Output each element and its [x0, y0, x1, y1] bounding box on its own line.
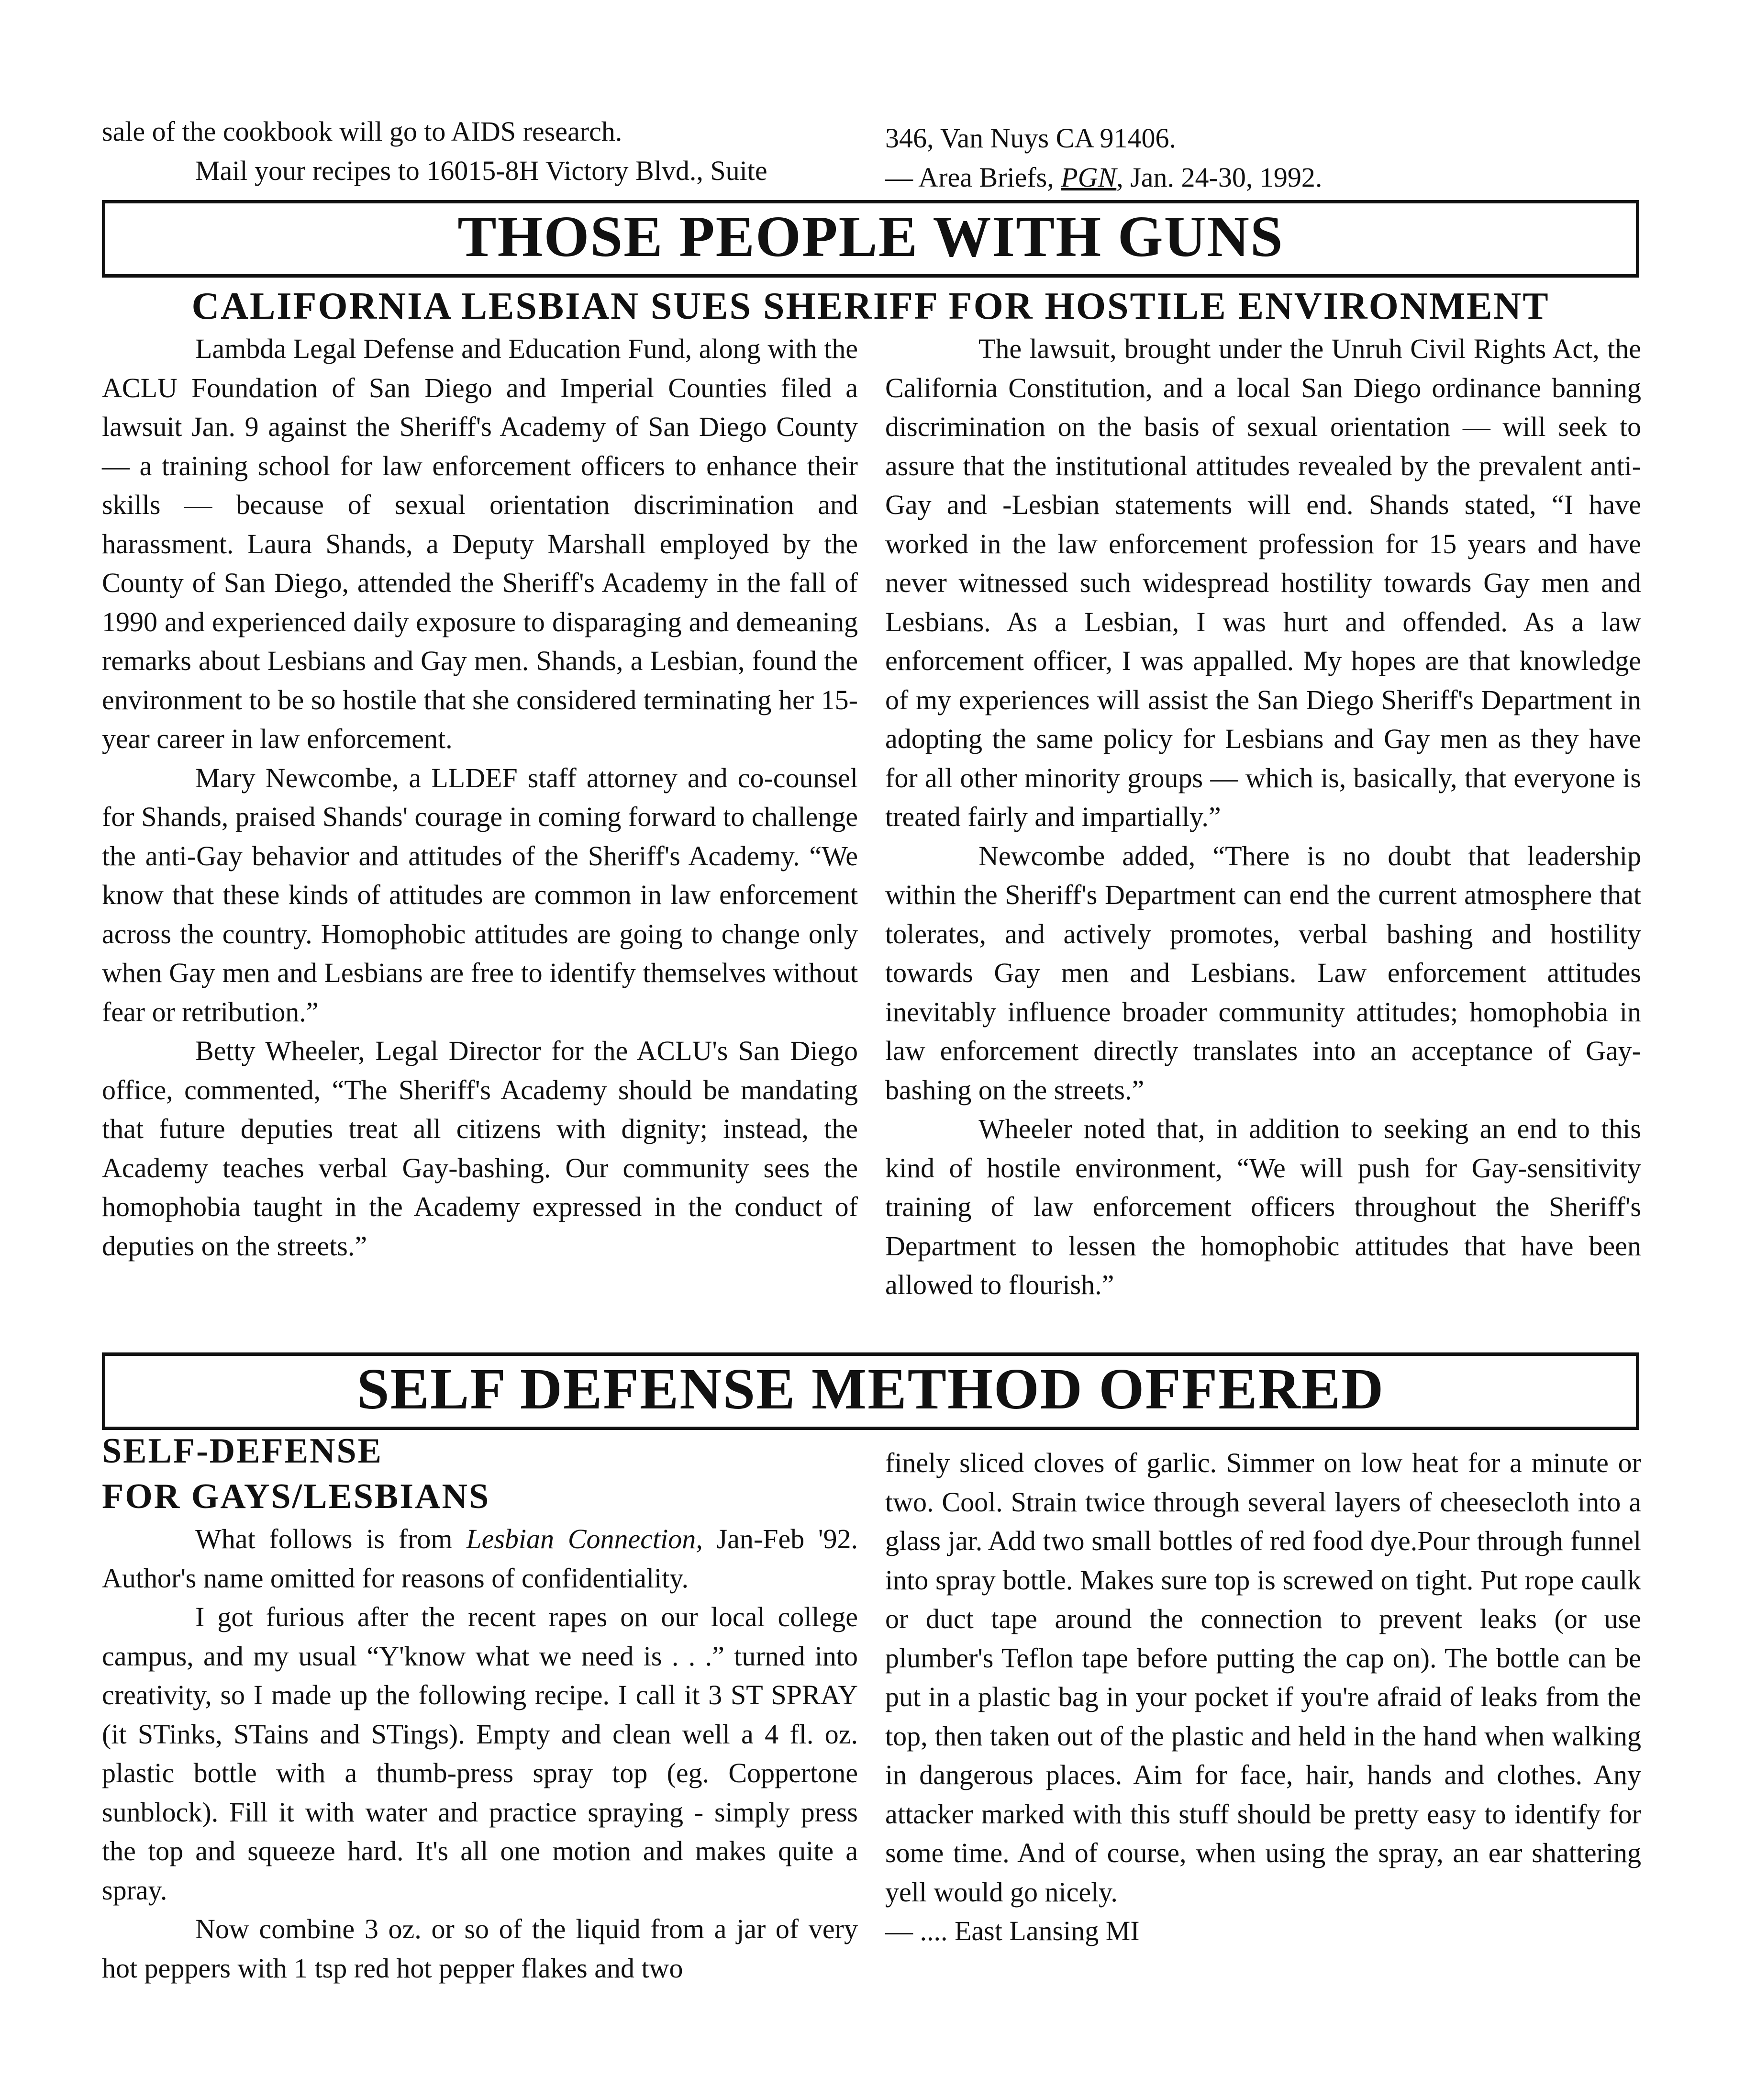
- subhead-line: SELF-DEFENSE: [102, 1431, 383, 1471]
- article-banner: THOSE PEOPLE WITH GUNS: [102, 200, 1639, 278]
- article1-left-column: [102, 329, 858, 1265]
- credit-date: , Jan. 24-30, 1992.: [1116, 161, 1323, 193]
- paragraph: I got furious after the recent rapes on our local college campus, and my usual “Y'know what we need is . . .” turned into creativity, so I made up the following recipe. I call it 3 ST SPRAY (it STinks, STains and STings). Empty and clean well a 4 fl. oz. plastic bottle with a thumb-press spray top (eg. Coppertone sunblock). Fill it with water and practice spraying - simply press the top and squeeze hard. It's all one motion and makes quite a spray.: [102, 1601, 858, 1906]
- paragraph: Lambda Legal Defense and Education Fund, along with the ACLU Foundation of San Diego and Imperial Counties filed a lawsuit Jan. 9 against the Sheriff's Academy of San Diego County — a training school for law enforcement officers to enhance their skills — because of sexual orientation discrimination and harassment. Laura Shands, a Deputy Marshall employed by the County of San Diego, attended the Sheriff's Academy in the fall of 1990 and experienced daily exposure to disparaging and demeaning remarks about Lesbians and Gay men. Shands, a Lesbian, found the environment to be so hostile that she considered terminating her 15-year career in law enforcement.: [102, 333, 858, 754]
- article2-left-column: [102, 1519, 858, 1988]
- article-banner: SELF DEFENSE METHOD OFFERED: [102, 1352, 1639, 1430]
- source-publication: Lesbian Connection,: [466, 1523, 703, 1554]
- publication-name: PGN: [1061, 161, 1117, 193]
- signoff: — .... East Lansing MI: [885, 1915, 1140, 1946]
- paragraph: finely sliced cloves of garlic. Simmer on low heat for a minute or two. Cool. Strain twice through several layers of cheesecloth into a glass jar. Add two small bottles of red food dye.Pour through funnel into spray bottle. Makes sure top is screwed on tight. Put rope caulk or duct tape around the connection to prevent leaks (or use plumber's Teflon tape before putting the cap on). The bottle can be put in a plastic bag in your pocket if you're afraid of leaks from the top, then taken out of the plastic and held in the hand when walking in dangerous places. Aim for face, hair, hands and clothes. Any attacker marked with this stuff should be pretty easy to identify for some time. And of course, when using the spray, an ear shattering yell would go nicely.: [885, 1447, 1641, 1908]
- continuation-right-column: [885, 119, 1641, 197]
- credit-prefix: — Area Briefs,: [885, 161, 1061, 193]
- article-subhead: [102, 1429, 858, 1519]
- continuation-line: 346, Van Nuys CA 91406.: [885, 123, 1176, 154]
- intro-text: What follows is from: [195, 1523, 467, 1554]
- paragraph: Newcombe added, “There is no doubt that leadership within the Sheriff's Department can end the current atmosphere that tolerates, and actively promotes, verbal bashing and hostility towards Gay men and Lesbians. Law enforcement attitudes inevitably influence broader community attitudes; homophobia in law enforcement directly translates into an acceptance of Gay-bashing on the streets.”: [885, 840, 1641, 1106]
- intro-text: Jan-Feb '92. Author's name omitted for reasons of confidentiality.: [102, 1523, 858, 1594]
- continuation-line: sale of the cookbook will go to AIDS research.: [102, 116, 622, 147]
- continuation-line: Mail your recipes to 16015-8H Victory Blvd., Suite: [195, 155, 767, 186]
- subhead-line: FOR GAYS/LESBIANS: [102, 1477, 490, 1516]
- continuation-left-column: [102, 112, 863, 190]
- intro-paragraph: [102, 1519, 858, 1597]
- article-headline: CALIFORNIA LESBIAN SUES SHERIFF FOR HOSTILE ENVIRONMENT: [191, 285, 1550, 327]
- paragraph: The lawsuit, brought under the Unruh Civil Rights Act, the California Constitution, and a local San Diego ordinance banning discrimination on the basis of sexual orientation — will seek to assure that the institutional attitudes revealed by the prevalent anti-Gay and -Lesbian statements will end. Shands stated, “I have worked in the law enforcement profession for 15 years and have never witnessed such widespread hostility towards Gay men and Lesbians. As a Lesbian, I was hurt and offended. As a law enforcement officer, I was appalled. My hopes are that knowledge of my experiences will assist the San Diego Sheriff's Department in adopting the same policy for Lesbians and Gay men as they have for all other minority groups — which is, basically, that everyone is treated fairly and impartially.”: [885, 333, 1641, 832]
- source-credit: [885, 158, 1641, 197]
- paragraph: Now combine 3 oz. or so of the liquid from a jar of very hot peppers with 1 tsp red hot pepper flakes and two: [102, 1913, 858, 1984]
- paragraph: Mary Newcombe, a LLDEF staff attorney and co-counsel for Shands, praised Shands' courage in coming forward to challenge the anti-Gay behavior and attitudes of the Sheriff's Academy. “We know that these kinds of attitudes are common in law enforcement across the country. Homophobic attitudes are going to change only when Gay men and Lesbians are free to identify themselves without fear or retribution.”: [102, 762, 858, 1028]
- article2-right-column: [885, 1443, 1641, 1951]
- paragraph: Wheeler noted that, in addition to seeking an end to this kind of hostile environment, “We will push for Gay-sensitivity training of law enforcement officers throughout the Sheriff's Department to lessen the homophobic attitudes that have been allowed to flourish.”: [885, 1113, 1641, 1300]
- article1-right-column: [885, 329, 1641, 1305]
- paragraph: Betty Wheeler, Legal Director for the ACLU's San Diego office, commented, “The Sheriff's Academy should be mandating that future deputies treat all citizens with dignity; instead, the Academy teaches verbal Gay-bashing. Our community sees the homophobia taught in the Academy expressed in the conduct of deputies on the streets.”: [102, 1035, 858, 1262]
